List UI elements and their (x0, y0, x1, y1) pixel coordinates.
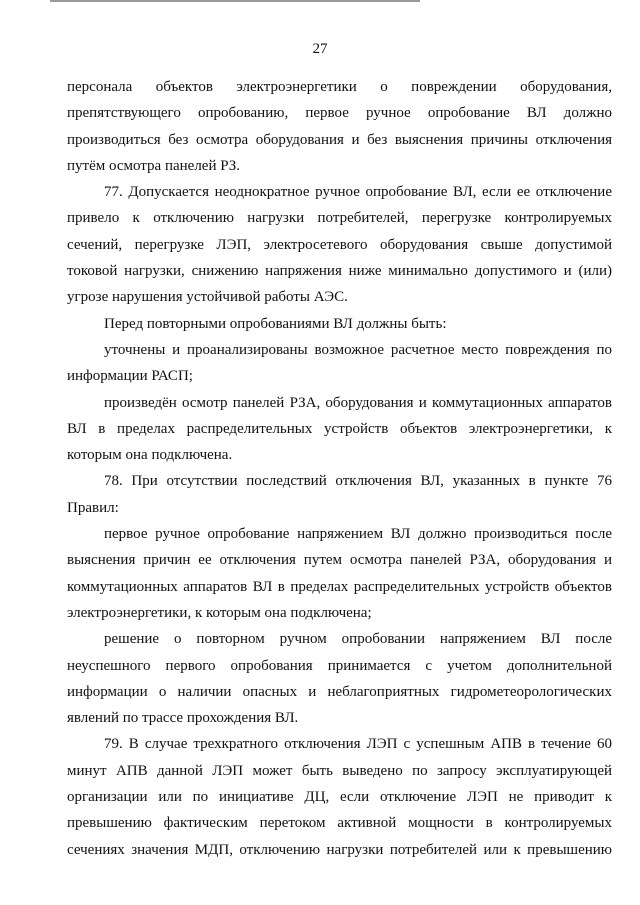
text-line: выяснения причин ее отключения путем осмотра панелей РЗА, оборудования и (67, 552, 612, 569)
text-line: минут АПВ данной ЛЭП может быть выведено по запросу эксплуатирующей (67, 762, 612, 779)
text-line: решение о повторном ручном опробовании напряжением ВЛ после (104, 631, 612, 648)
paragraph-78-item-1 (67, 521, 612, 626)
text-line: сечений, перегрузке ЛЭП, электросетевого оборудования свыше допустимой (67, 236, 612, 253)
text-line: угрозе нарушения устойчивой работы АЭС. (67, 289, 348, 306)
text-line: уточнены и проанализированы возможное расчетное место повреждения по (104, 341, 612, 358)
text-line: превышению фактическим перетоком активной мощности в контролируемых (67, 815, 612, 832)
text-line: производиться без осмотра оборудования и без выяснения причины отключения (67, 131, 612, 148)
text-line: токовой нагрузки, снижению напряжения ниже минимально допустимого и (или) (67, 263, 612, 280)
text-line: которым она подключена. (67, 447, 233, 464)
text-line: явлений по трассе прохождения ВЛ. (67, 710, 299, 727)
text-line: сечениях значения МДП, отключению нагрузки потребителей или к превышению (67, 841, 612, 858)
text-line: путём осмотра панелей РЗ. (67, 157, 241, 174)
text-line: 77. Допускается неоднократное ручное опробование ВЛ, если ее отключение (104, 184, 612, 201)
paragraph-77-item-2 (67, 390, 612, 469)
text-line: первое ручное опробование напряжением ВЛ должно производиться после (104, 526, 612, 543)
paragraph-77-item-1 (67, 337, 612, 390)
text-line: неуспешного первого опробования принимается с учетом дополнительной (67, 657, 612, 674)
text-line: Перед повторными опробованиями ВЛ должны быть: (104, 315, 447, 332)
text-line: препятствующего опробованию, первое ручное опробование ВЛ должно (67, 105, 612, 122)
paragraph-78 (67, 468, 612, 521)
top-rule (50, 0, 420, 2)
text-line: персонала объектов электроэнергетики о повреждении оборудования, (67, 79, 612, 95)
text-line: 79. В случае трехкратного отключения ЛЭП с успешным АПВ в течение 60 (104, 736, 612, 753)
page-number: 27 (312, 41, 328, 57)
document-body (67, 74, 612, 863)
text-line: информации о наличии опасных и неблагоприятных гидрометеорологических (67, 683, 612, 700)
text-line: привело к отключению нагрузки потребителей, перегрузке контролируемых (67, 210, 612, 227)
paragraph-77 (67, 179, 612, 310)
text-line: Правил: (67, 499, 119, 516)
paragraph-79 (67, 731, 612, 862)
paragraph-continuation (67, 74, 612, 179)
text-line: 78. При отсутствии последствий отключения ВЛ, указанных в пункте 76 (104, 473, 612, 490)
text-line: произведён осмотр панелей РЗА, оборудования и коммутационных аппаратов (104, 394, 612, 411)
text-line: электроэнергетики, к которым она подключена; (67, 604, 372, 621)
text-line: коммутационных аппаратов ВЛ в пределах распределительных устройств объектов (67, 578, 612, 595)
paragraph-78-item-2 (67, 626, 612, 731)
text-line: организации или по инициативе ДЦ, если отключение ЛЭП не приводит к (67, 789, 612, 806)
text-line: информации РАСП; (67, 368, 193, 385)
text-line: ВЛ в пределах распределительных устройств объектов электроэнергетики, к (67, 420, 612, 437)
paragraph-77-intro (67, 311, 612, 337)
